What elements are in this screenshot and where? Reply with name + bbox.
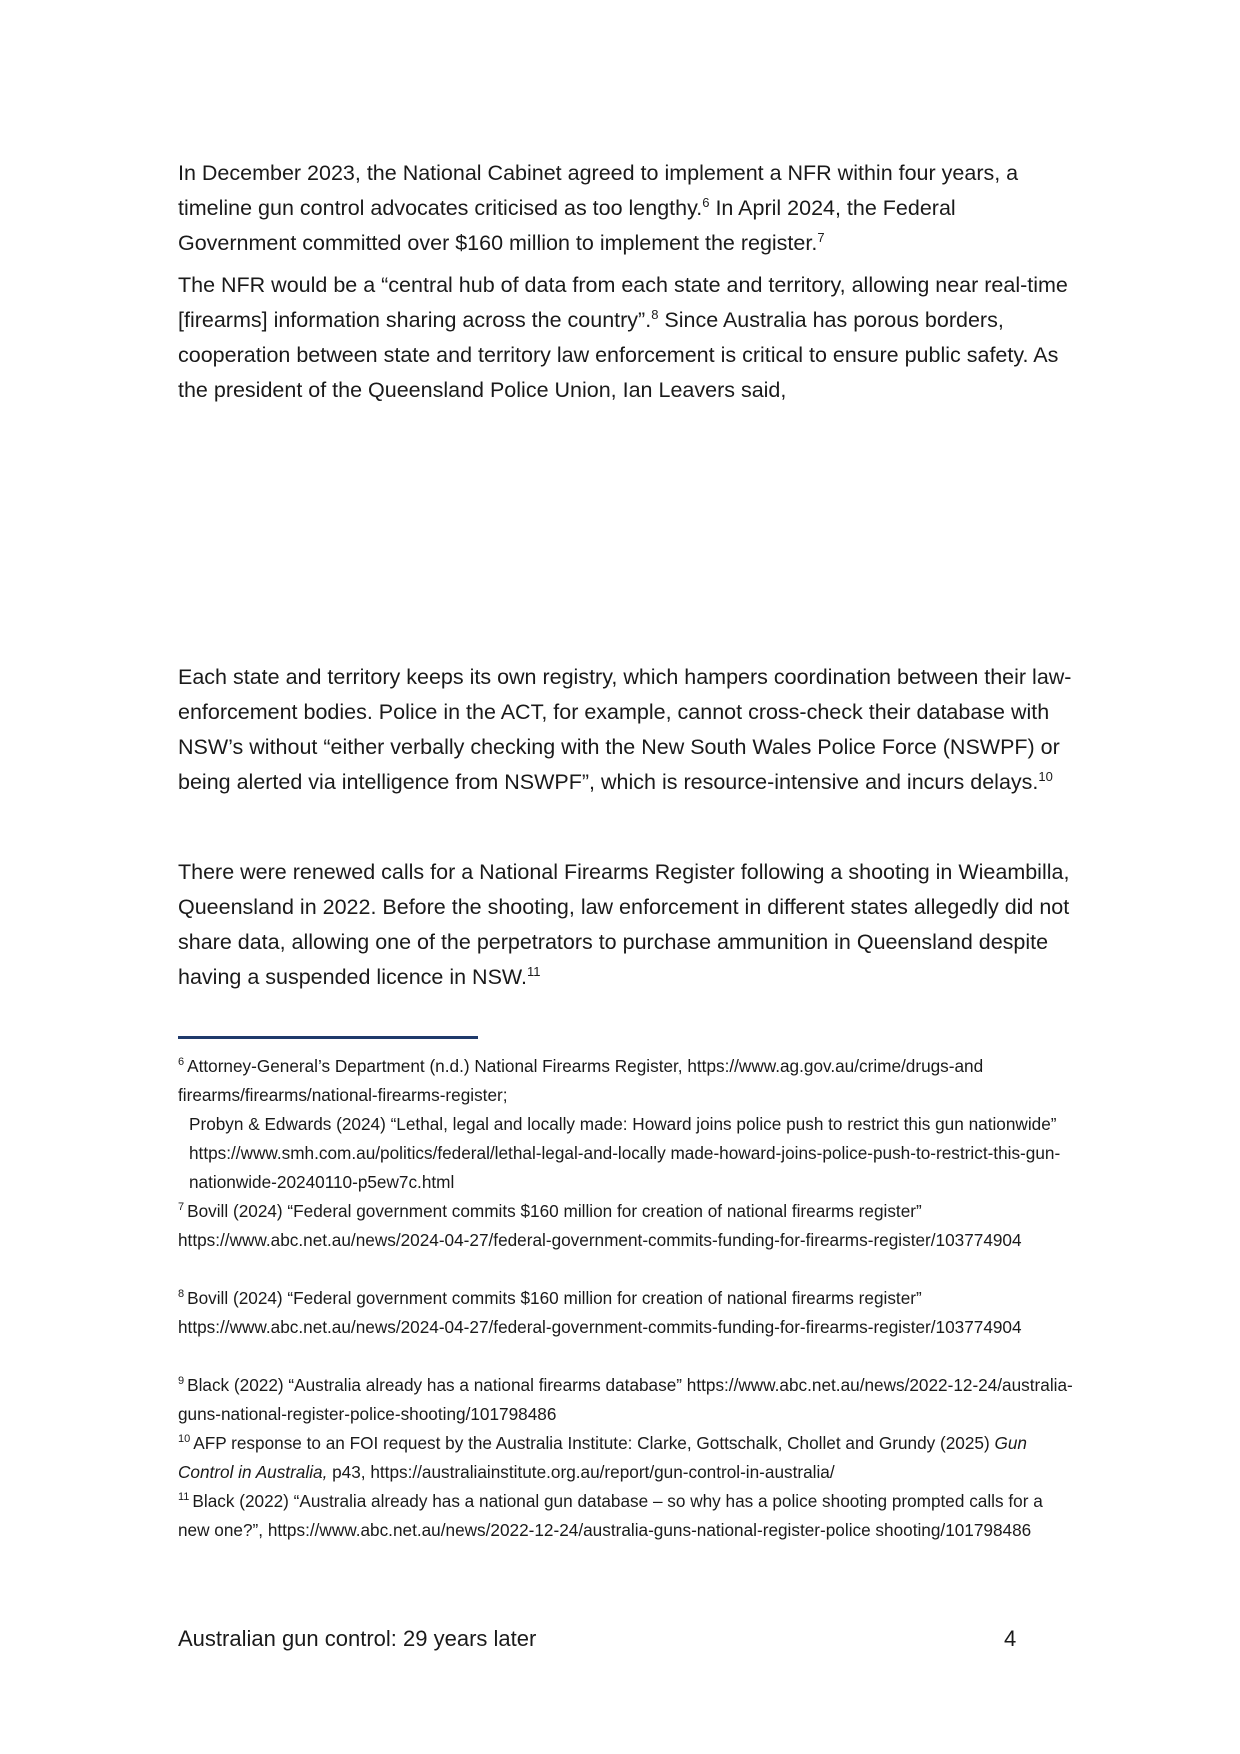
footnote-ref[interactable]: 10 xyxy=(1038,768,1053,784)
paragraph-text: Each state and territory keeps its own registry, which hampers coordination between their law-enforcement bodies. Police in the ACT, for example, cannot cross-check their database with NSW’s without “either verbally checking with the New South Wales Police Force (NSWPF) or being alerted via intelligence from NSWPF”, which is resource-intensive and incurs delays. xyxy=(178,665,1072,794)
paragraph-state-registries xyxy=(178,660,1078,800)
footnote-text: Black (2022) “Australia already has a national firearms database” https://www.abc.net.au/news/2022-12-24/australia-guns-national-register-police-shooting/101798486 xyxy=(178,1375,1073,1424)
footnote-text: Black (2022) “Australia already has a national gun database – so why has a police shooting prompted calls for a new one?”, https://www.abc.net.au/news/2022-12-24/australia-guns-national-register-police shooting/101798486 xyxy=(178,1491,1043,1540)
paragraph-nfr-hub xyxy=(178,268,1078,408)
footnote-ref[interactable]: 6 xyxy=(702,194,710,210)
footnote-ref[interactable]: 7 xyxy=(817,229,825,245)
footnote-11 xyxy=(178,1487,1078,1545)
footer-title: Australian gun control: 29 years later xyxy=(178,1626,537,1651)
footnote-number: 11 xyxy=(178,1491,190,1504)
footnote-text: p43, https://australiainstitute.org.au/report/gun-control-in-australia/ xyxy=(327,1462,835,1482)
footnote-text: Bovill (2024) “Federal government commits $160 million for creation of national firearms register” https://www.abc.net.au/news/2024-04-27/federal-government-commits-funding-for-firearms-register/103774904 xyxy=(178,1201,1022,1250)
footnote-10 xyxy=(178,1429,1078,1487)
footnote-7 xyxy=(178,1197,1078,1255)
paragraph-text: In April 2024, the Federal Government committed over $160 million to implement the register. xyxy=(178,196,956,255)
paragraph-nfr-timeline xyxy=(178,156,1078,261)
paragraph-text: The NFR would be a “central hub of data from each state and territory, allowing near real-time [firearms] information sharing across the country”. xyxy=(178,273,1068,332)
footnote-number: 10 xyxy=(178,1433,191,1446)
footnote-text: Attorney-General’s Department (n.d.) National Firearms Register, https://www.ag.gov.au/crime/drugs-and firearms/firearms/national-firearms-register; xyxy=(178,1056,984,1105)
footnote-text: AFP response to an FOI request by the Australia Institute: Clarke, Gottschalk, Chollet and Grundy (2025) xyxy=(193,1433,995,1453)
footnote-title: Gun Control in Australia, xyxy=(178,1433,1027,1482)
footnote-text: Bovill (2024) “Federal government commits $160 million for creation of national firearms register” https://www.abc.net.au/news/2024-04-27/federal-government-commits-funding-for-firearms-register/103774904 xyxy=(178,1288,1022,1337)
page-number: 4 xyxy=(1004,1626,1017,1651)
paragraph-text: There were renewed calls for a National Firearms Register following a shooting in Wieambilla, Queensland in 2022. Before the shooting, law enforcement in different states allegedly did not share data, allowing one of the perpetrators to purchase ammunition in Queensland despite having a suspended licence in NSW. xyxy=(178,860,1070,989)
footnote-number: 7 xyxy=(178,1201,185,1214)
footnote-9 xyxy=(178,1371,1078,1429)
paragraph-text: In December 2023, the National Cabinet agreed to implement a NFR within four years, a timeline gun control advocates criticised as too lengthy. xyxy=(178,161,1019,220)
paragraph-wieambilla xyxy=(178,855,1078,995)
footnote-number: 9 xyxy=(178,1375,185,1388)
footnote-separator xyxy=(178,1036,478,1039)
footnote-6 xyxy=(178,1052,1078,1197)
footnote-text-continued: Probyn & Edwards (2024) “Lethal, legal and locally made: Howard joins police push to restrict this gun nationwide” https://www.smh.com.au/politics/federal/lethal-legal-and-locally made-howard-joins-police-push-to-restrict-this-gun-nationwide-20240110-p5ew7c.html xyxy=(189,1114,1061,1192)
footnote-ref[interactable]: 11 xyxy=(527,963,541,979)
footnote-8 xyxy=(178,1284,1078,1342)
footnote-number: 8 xyxy=(178,1288,185,1301)
footnote-ref[interactable]: 8 xyxy=(651,306,659,322)
paragraph-text: Since Australia has porous borders, cooperation between state and territory law enforcement is critical to ensure public safety. As the president of the Queensland Police Union, Ian Leavers said, xyxy=(178,308,1059,402)
footnote-number: 6 xyxy=(178,1056,185,1069)
